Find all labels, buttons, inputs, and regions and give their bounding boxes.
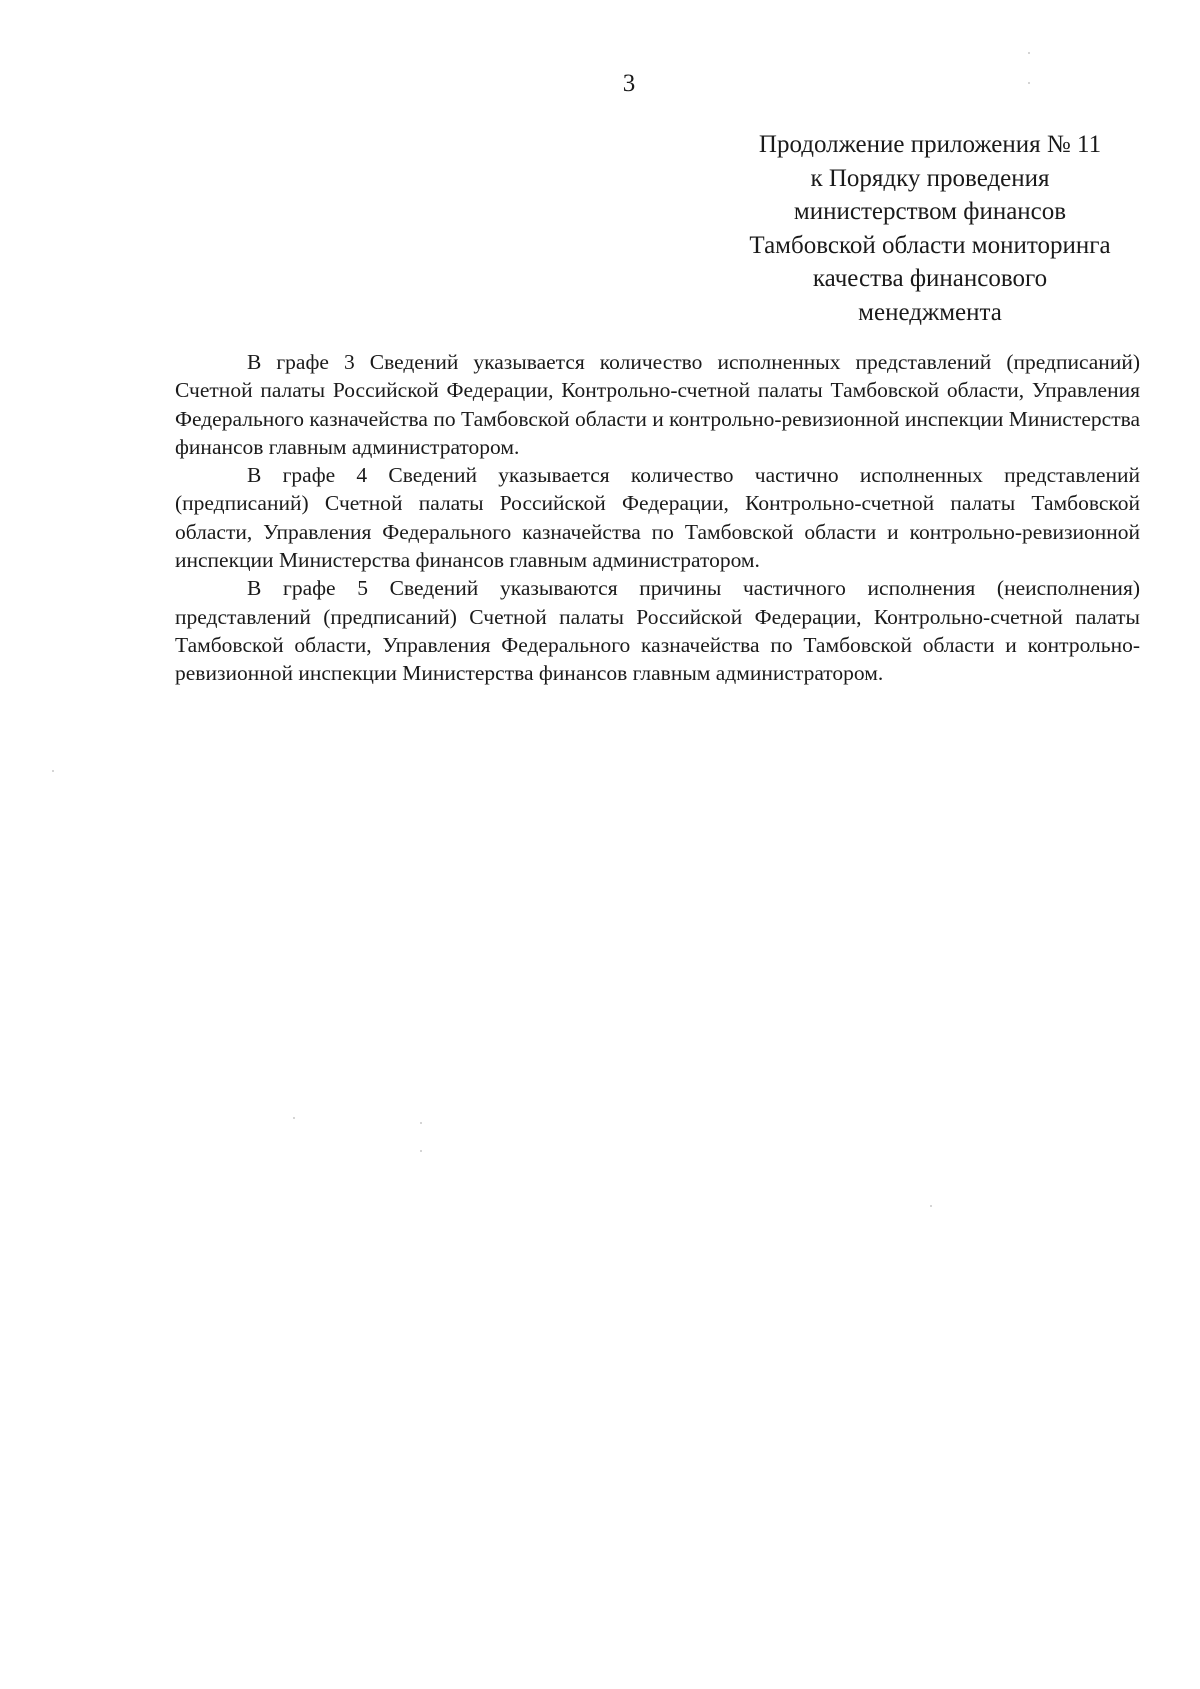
- attachment-header-line: качества финансового: [812, 265, 1048, 292]
- attachment-header-line: министерством финансов: [793, 198, 1067, 225]
- scan-speck: [420, 1122, 422, 1124]
- page-number: 3: [622, 70, 636, 97]
- scan-speck: [1028, 82, 1030, 84]
- scan-speck: [293, 1117, 295, 1119]
- attachment-header: [720, 128, 1140, 329]
- attachment-header-line: к Порядку проведения: [810, 164, 1050, 192]
- scan-speck: [420, 1150, 422, 1152]
- attachment-header-line: Продолжение приложения № 11: [758, 131, 1102, 158]
- body-text: [175, 348, 1140, 688]
- paragraph: В графе 4 Сведений указывается количество частично исполненных представлений (предписаний) Счетной палаты Российской Федерации, Контрольно-счетной палаты Тамбовской области, Управления Федерального казначейства по Тамбовской области и контрольно-ревизионной инспекции Министерства финансов главным администратором.: [175, 463, 1140, 573]
- scan-speck: [52, 770, 54, 772]
- paragraph: В графе 5 Сведений указываются причины частичного исполнения (неисполнения) представлений (предписаний) Счетной палаты Российской Федерации, Контрольно-счетной палаты Тамбовской области, Управления Федерального казначейства по Тамбовской области и контрольно-ревизионной инспекции Министерства финансов главным администратором.: [175, 576, 1140, 686]
- scan-speck: [1028, 52, 1030, 54]
- paragraph: В графе 3 Сведений указывается количество исполненных представлений (предписаний) Счетной палаты Российской Федерации, Контрольно-счетной палаты Тамбовской области, Управления Федерального казначейства по Тамбовской области и контрольно-ревизионной инспекции Министерства финансов главным администратором.: [175, 350, 1141, 459]
- attachment-header-line: менеджмента: [858, 298, 1002, 326]
- attachment-header-line: Тамбовской области мониторинга: [749, 231, 1111, 259]
- scan-speck: [930, 1205, 932, 1207]
